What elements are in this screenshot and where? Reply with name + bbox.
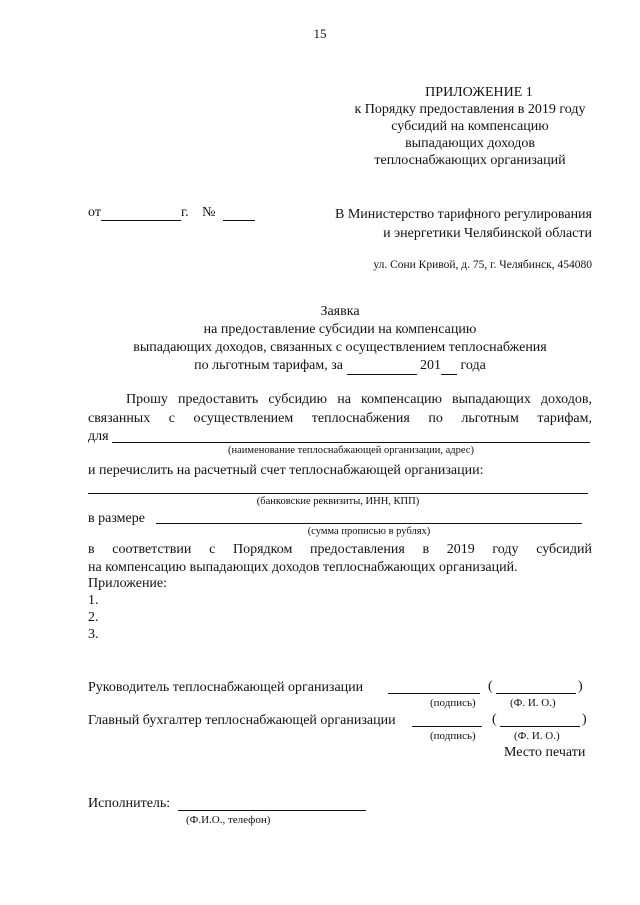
- application-subtitle: выпадающих доходов, связанных с осуществлением теплоснабжения: [133, 340, 547, 355]
- head-paren-close: ): [578, 679, 583, 694]
- accountant-signature-caption: (подпись): [430, 730, 476, 742]
- year-suffix-blank[interactable]: [441, 360, 457, 375]
- page-number: 15: [313, 26, 327, 41]
- amount-line[interactable]: [156, 523, 582, 524]
- stamp-place: Место печати: [504, 745, 586, 760]
- accountant-paren-open: (: [492, 712, 497, 727]
- head-paren-open: (: [488, 679, 493, 694]
- appendix-line: выпадающих доходов: [405, 136, 535, 151]
- appendix-title: ПРИЛОЖЕНИЕ 1: [425, 85, 533, 100]
- period-blank[interactable]: [347, 360, 417, 375]
- recipient-address: ул. Сони Кривой, д. 75, г. Челябинск, 454080: [373, 259, 592, 271]
- application-subtitle: на предоставление субсидии на компенсацию: [203, 322, 477, 337]
- period-suffix: года: [460, 358, 486, 373]
- accountant-signature-row: [88, 713, 396, 729]
- transfer-text: и перечислить на расчетный счет теплоснабжающей организации:: [88, 463, 484, 478]
- accountant-paren-close: ): [582, 712, 587, 727]
- amount-label: в размере: [88, 511, 145, 526]
- recipient-line: В Министерство тарифного регулирования: [335, 207, 592, 222]
- period-prefix: по льготным тарифам, за: [194, 358, 343, 373]
- attachment-item: 1.: [88, 593, 99, 608]
- attachment-item: 2.: [88, 610, 99, 625]
- date-number-line: [88, 205, 255, 221]
- recipient-block: [300, 205, 592, 243]
- executor-label: Исполнитель:: [88, 796, 171, 811]
- number-blank[interactable]: [223, 206, 255, 221]
- amount-caption: (сумма прописью в рублях): [307, 526, 431, 537]
- head-signature-line[interactable]: [388, 693, 480, 694]
- head-name-line[interactable]: [496, 693, 576, 694]
- accountant-name-line[interactable]: [500, 726, 580, 727]
- appendix-line: к Порядку предоставления в 2019 году: [354, 102, 586, 117]
- org-name-line[interactable]: [112, 442, 590, 443]
- head-label: Руководитель теплоснабжающей организации: [88, 680, 364, 695]
- executor-caption: (Ф.И.О., телефон): [186, 814, 271, 826]
- amount-row: [88, 510, 592, 527]
- accountant-signature-line[interactable]: [412, 726, 482, 727]
- accountant-name-caption: (Ф. И. О.): [514, 730, 560, 742]
- from-prefix: от: [88, 205, 101, 220]
- bank-caption: (банковские реквизиты, ИНН, КПП): [256, 496, 420, 507]
- date-blank[interactable]: [101, 206, 181, 221]
- year-abbr: г.: [180, 205, 189, 220]
- application-title: Заявка: [320, 304, 360, 319]
- attachments-label: Приложение:: [88, 576, 168, 591]
- compliance-line-2: на компенсацию выпадающих доходов теплоснабжающих организаций.: [88, 560, 518, 575]
- application-period-line: [100, 357, 580, 375]
- head-signature-row: [88, 680, 363, 696]
- executor-line[interactable]: [178, 810, 366, 811]
- org-caption: (наименование теплоснабжающей организации, адрес): [228, 445, 474, 456]
- number-sign: №: [202, 205, 216, 220]
- period-year: 201: [420, 358, 441, 373]
- appendix-line: теплоснабжающих организаций: [374, 153, 566, 168]
- for-label: для: [88, 429, 109, 444]
- request-line-2: связанных с осуществлением теплоснабжения по льготным тарифам,: [88, 411, 592, 426]
- appendix-line: субсидий на компенсацию: [391, 119, 549, 134]
- request-line-1: Прошу предоставить субсидию на компенсацию выпадающих доходов,: [126, 392, 592, 407]
- recipient-line: и энергетики Челябинской области: [383, 226, 592, 241]
- appendix-header: [300, 84, 640, 169]
- attachment-item: 3.: [88, 627, 99, 642]
- bank-details-line[interactable]: [88, 493, 588, 494]
- head-signature-caption: (подпись): [430, 697, 476, 709]
- application-title-block: [100, 303, 580, 375]
- accountant-label: Главный бухгалтер теплоснабжающей организации: [88, 713, 396, 728]
- compliance-line-1: в соответствии с Порядком предоставления в 2019 году субсидий: [88, 542, 592, 557]
- head-name-caption: (Ф. И. О.): [510, 697, 556, 709]
